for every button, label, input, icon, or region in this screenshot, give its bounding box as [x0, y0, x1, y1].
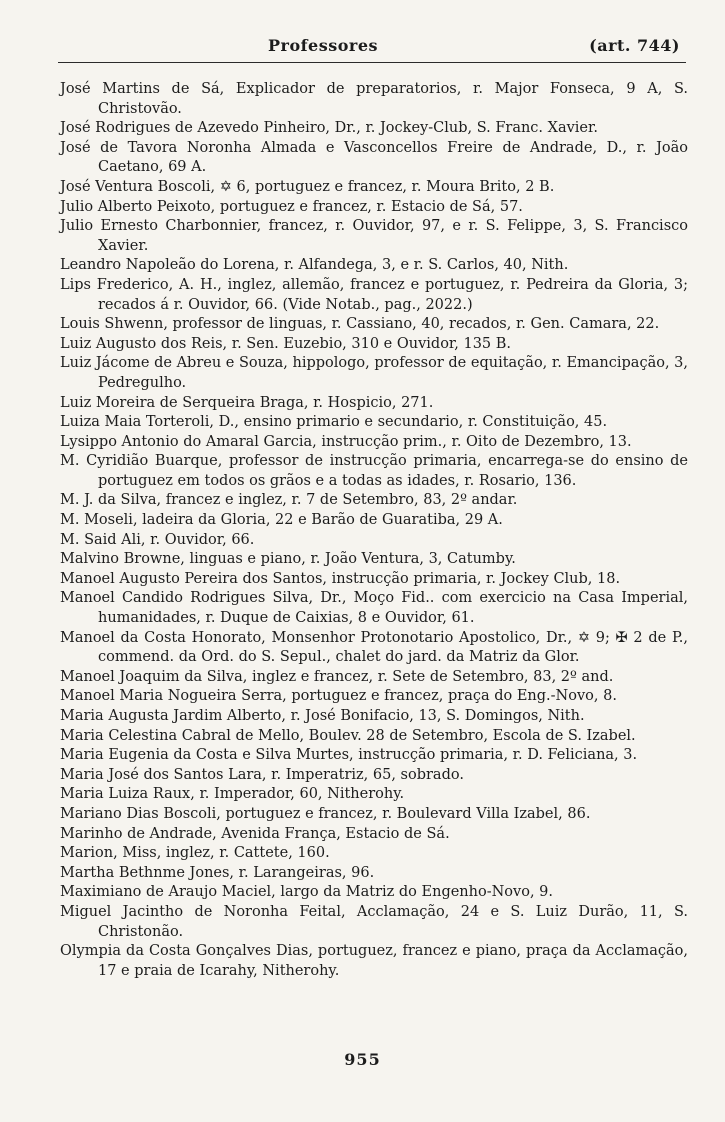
directory-entry: Marinho de Andrade, Avenida França, Estacio de Sá.	[60, 825, 450, 842]
directory-entry: Louis Shwenn, professor de linguas, r. Cassiano, 40, recados, r. Gen. Camara, 22.	[60, 316, 660, 333]
directory-entry: Luiz Augusto dos Reis, r. Sen. Euzebio, 310 e Ouvidor, 135 B.	[60, 335, 512, 352]
directory-entry: Lysippo Antonio do Amaral Garcia, instrucção prim., r. Oito de Dezembro, 13.	[60, 433, 632, 450]
running-header	[58, 36, 686, 63]
directory-entry: Maria Augusta Jardim Alberto, r. José Bonifacio, 13, S. Domingos, Nith.	[60, 708, 585, 724]
page-number: 955	[344, 1050, 381, 1069]
directory-entry: M. Moseli, ladeira da Gloria, 22 e Barão de Guaratiba, 29 A.	[60, 512, 503, 529]
directory-entry: M. J. da Silva, francez e inglez, r. 7 de Setembro, 83, 2º andar.	[60, 492, 518, 509]
directory-entry: Maria Celestina Cabral de Mello, Boulev. 28 de Setembro, Escola de S. Izabel.	[60, 727, 636, 744]
directory-entry: M. Said Ali, r. Ouvidor, 66.	[60, 531, 255, 548]
directory-entry: Manoel Maria Nogueira Serra, portuguez e francez, praça do Eng.-Novo, 8.	[60, 688, 617, 705]
directory-entry: Miguel Jacintho de Noronha Feital, Acclamação, 24 e S. Luiz Durão, 11, S. Christonão.	[60, 903, 688, 940]
directory-entry: Lips Frederico, A. H., inglez, allemão, francez e portuguez, r. Pedreira da Gloria, 3; recados á r. Ouvidor, 66. (Vide Notab., pag., 2022.)	[60, 276, 688, 313]
directory-entry: José de Tavora Noronha Almada e Vasconcellos Freire de Andrade, D., r. João Caetano, 69 A.	[60, 139, 688, 176]
directory-entry: Manoel Augusto Pereira dos Santos, instrucção primaria, r. Jockey Club, 18.	[60, 570, 621, 587]
directory-entry: Luiza Maia Torteroli, D., ensino primario e secundario, r. Constituição, 45.	[60, 414, 608, 431]
directory-entry: Manoel da Costa Honorato, Monsenhor Protonotario Apostolico, Dr., ✡ 9; ✠ 2 de P., commend. da Ord. do S. Sepul., chalet do jard. da Matriz da Glor.	[60, 629, 688, 666]
directory-entry: Maria Eugenia da Costa e Silva Murtes, instrucção primaria, r. D. Feliciana, 3.	[60, 747, 638, 764]
directory-entry: Julio Alberto Peixoto, portuguez e francez, r. Estacio de Sá, 57.	[60, 198, 523, 215]
directory-entry: Mariano Dias Boscoli, portuguez e francez, r. Boulevard Villa Izabel, 86.	[60, 805, 591, 822]
directory-entry: Manoel Candido Rodrigues Silva, Dr., Moço Fid.. com exercicio na Casa Imperial, humanidades, r. Duque de Caixias, 8 e Ouvidor, 61.	[60, 590, 688, 627]
directory-entry: José Ventura Boscoli, ✡ 6, portuguez e francez, r. Moura Brito, 2 B.	[60, 178, 555, 195]
article-reference: (art. 744)	[589, 36, 680, 55]
directory-entry: Olympia da Costa Gonçalves Dias, portuguez, francez e piano, praça da Acclamação, 17 e praia de Icarahy, Nitherohy.	[60, 943, 688, 979]
section-title: Professores	[268, 36, 378, 55]
directory-entry: Malvino Browne, linguas e piano, r. João Ventura, 3, Catumby.	[60, 551, 516, 568]
directory-entry: Marion, Miss, inglez, r. Cattete, 160.	[60, 845, 330, 862]
directory-entry: Manoel Joaquim da Silva, inglez e francez, r. Sete de Setembro, 83, 2º and.	[60, 668, 614, 685]
directory-entry: Maximiano de Araujo Maciel, largo da Matriz do Engenho-Novo, 9.	[60, 884, 554, 901]
directory-entry: Luiz Moreira de Serqueira Braga, r. Hospicio, 271.	[60, 394, 434, 411]
directory-entry: Maria Luiza Raux, r. Imperador, 60, Nitherohy.	[60, 786, 405, 803]
directory-entry: José Rodrigues de Azevedo Pinheiro, Dr., r. Jockey-Club, S. Franc. Xavier.	[60, 120, 598, 137]
directory-entry: Maria José dos Santos Lara, r. Imperatriz, 65, sobrado.	[60, 766, 464, 783]
directory-entry: Julio Ernesto Charbonnier, francez, r. Ouvidor, 97, e r. S. Felippe, 3, S. Francisco Xavier.	[60, 218, 688, 254]
directory-entry: José Martins de Sá, Explicador de preparatorios, r. Major Fonseca, 9 A, S. Christovão.	[60, 81, 688, 117]
directory-entries	[60, 80, 688, 981]
directory-entry: Leandro Napoleão do Lorena, r. Alfandega, 3, e r. S. Carlos, 40, Nith.	[60, 257, 569, 274]
directory-entry: Martha Bethnme Jones, r. Larangeiras, 96.	[60, 864, 375, 881]
directory-entry: M. Cyridião Buarque, professor de instrucção primaria, encarrega-se do ensino de portuguez em todos os grãos e a todas as idades, r. Rosario, 136.	[60, 453, 688, 489]
directory-entry: Luiz Jácome de Abreu e Souza, hippologo, professor de equitação, r. Emancipação, 3, Pedregulho.	[60, 355, 688, 391]
